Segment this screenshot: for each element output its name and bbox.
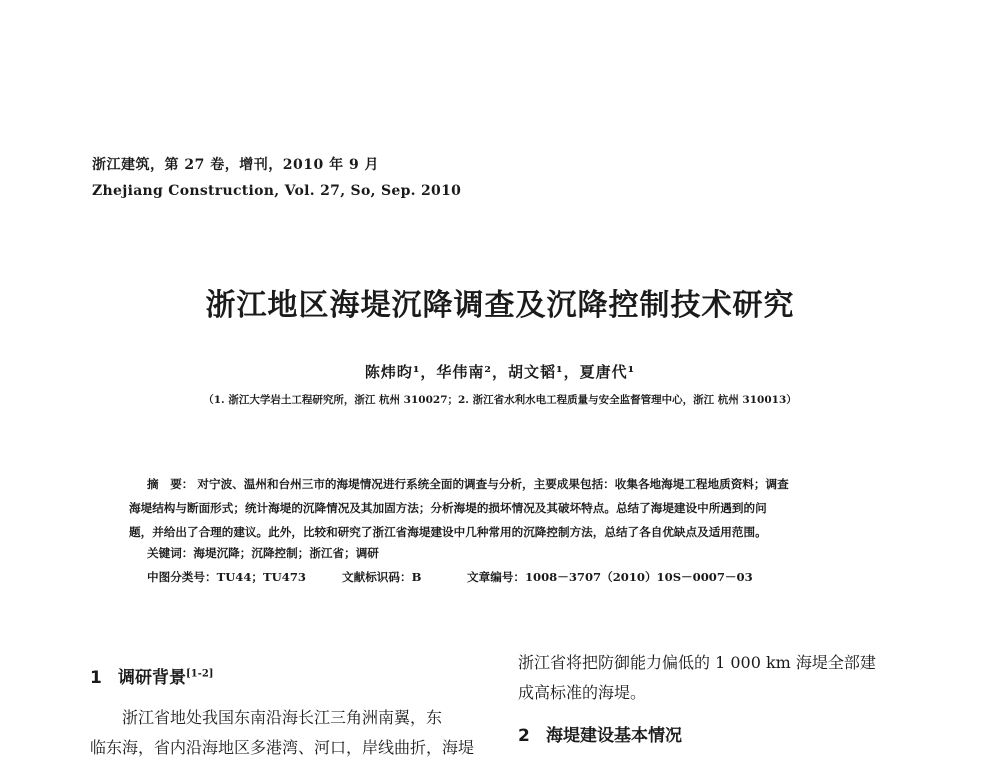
article-number: 文章编号：1008－3707（2010）10S－0007－03	[467, 570, 753, 584]
author-list: 陈炜昀¹，华伟南²，胡文韬¹，夏唐代¹	[364, 363, 636, 381]
section-1-heading	[90, 663, 214, 688]
clc-number: 中图分类号：TU44；TU473	[147, 570, 306, 584]
document-code: 文献标识码：B	[342, 570, 422, 584]
body-line: 成高标准的海堤。	[518, 683, 647, 702]
abstract-line: 题，并给出了合理的建议。此外，比较和研究了浙江省海堤建设中几种常用的沉降控制方法，总结了各自优缺点及适用范围。	[129, 525, 767, 539]
affiliations: （1. 浙江大学岩土工程研究所，浙江 杭州 310027；2. 浙江省水利水电工程质量与安全监督管理中心，浙江 杭州 310013）	[203, 394, 797, 406]
section-1-body	[90, 703, 474, 763]
journal-citation-cn: 浙江建筑，第 27 卷，增刊，2010 年 9 月	[92, 157, 380, 173]
section-2-heading	[518, 721, 682, 746]
right-column-body	[518, 648, 876, 708]
paper-title: 浙江地区海堤沉降调查及沉降控制技术研究	[205, 288, 795, 323]
section-number: 2	[518, 726, 530, 746]
section-title: 调研背景	[118, 668, 186, 688]
abstract-line: 摘 要： 对宁波、温州和台州三市的海堤情况进行系统全面的调查与分析，主要成果包括：收集各地海堤工程地质资料；调查	[147, 477, 789, 491]
abstract-label: 摘 要：	[147, 477, 194, 491]
classification-row	[147, 569, 753, 585]
abstract-line: 海堤结构与断面形式；统计海堤的沉降情况及其加固方法；分析海堤的损坏情况及其破坏特点。总结了海堤建设中所遇到的问	[129, 501, 767, 515]
journal-citation-en: Zhejiang Construction, Vol. 27, So, Sep. 2010	[92, 183, 462, 199]
keywords: 关键词：海堤沉降；沉降控制；浙江省；调研	[147, 546, 379, 560]
section-number: 1	[90, 668, 102, 688]
body-line: 浙江省地处我国东南沿海长江三角洲南翼，东	[122, 708, 443, 727]
abstract	[129, 472, 881, 544]
body-line: 临东海，省内沿海地区多港湾、河口，岸线曲折，海堤	[90, 738, 475, 757]
citation-ref: [1-2]	[186, 668, 214, 680]
body-line: 浙江省将把防御能力偏低的 1 000 km 海堤全部建	[518, 653, 876, 672]
section-title: 海堤建设基本情况	[546, 726, 682, 746]
